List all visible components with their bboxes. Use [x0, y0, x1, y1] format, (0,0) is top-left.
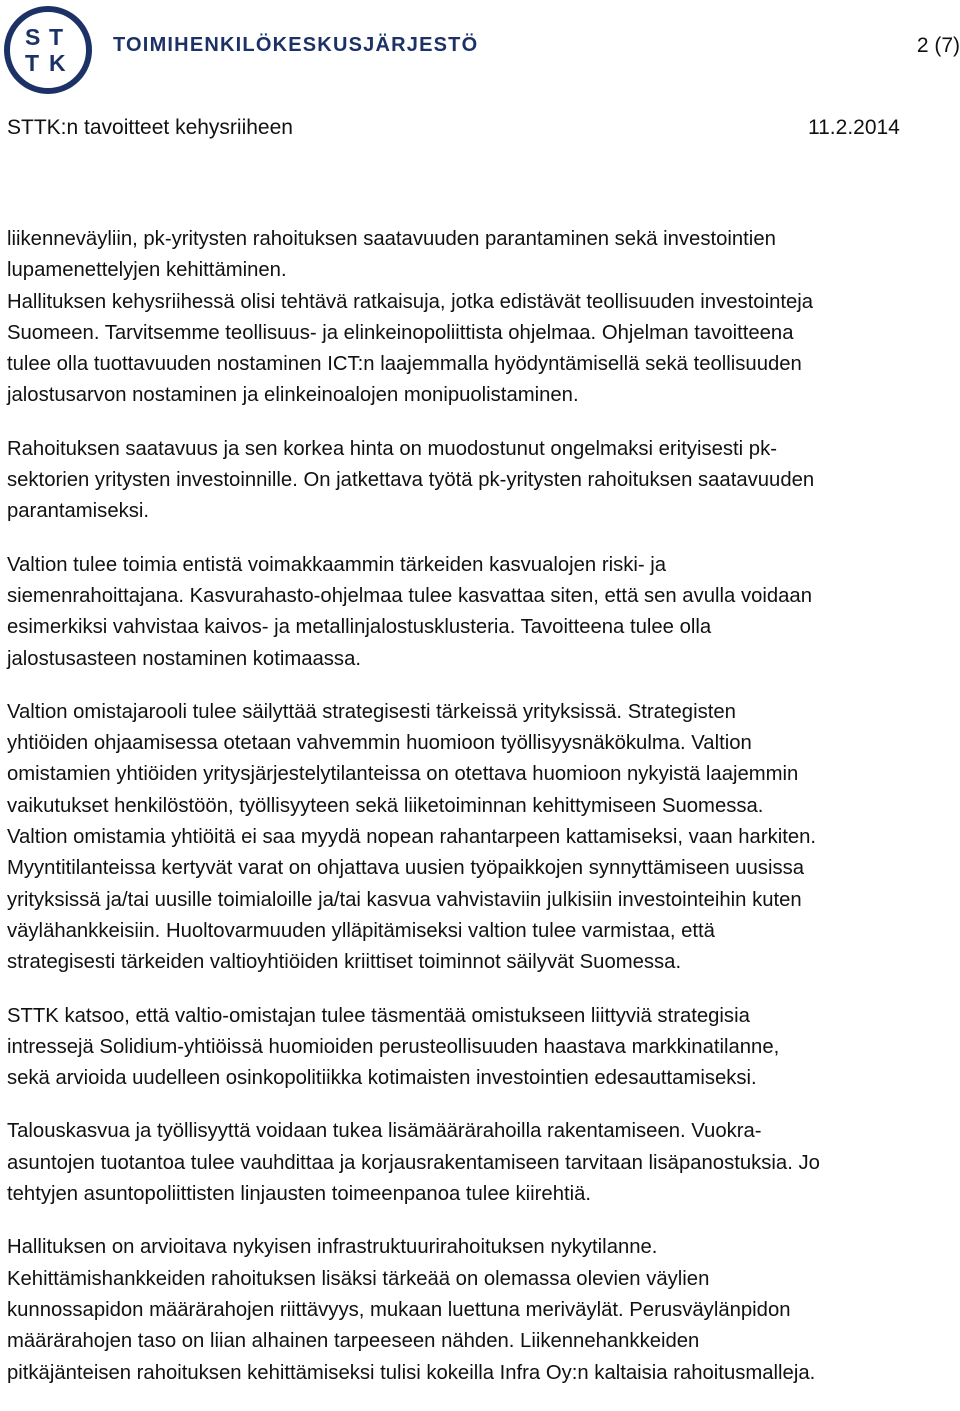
paragraph-line: asuntojen tuotantoa tulee vauhdittaa ja korjausrakentamiseen tarvitaan lisäpanostuksia. Jo	[7, 1151, 820, 1174]
paragraph-line: kunnossapidon määrärahojen riittävyys, mukaan luettuna meriväylät. Perusväylänpidon	[7, 1298, 791, 1321]
paragraph-line: Hallituksen kehysriihessä olisi tehtävä ratkaisuja, jotka edistävät teollisuuden investointeja	[7, 290, 814, 313]
paragraph-line: tehtyjen asuntopoliittisten linjausten toimeenpanoa tulee kiirehtiä.	[7, 1183, 592, 1206]
paragraph-line: sektorien yritysten investoinnille. On jatkettava työtä pk-yritysten rahoituksen saatavuuden	[7, 469, 815, 492]
logo-letter: K	[49, 50, 66, 76]
body-paragraph	[7, 1232, 960, 1388]
sttk-logo	[4, 6, 92, 94]
paragraph-line: yrityksissä ja/tai uusille toimialoille ja/tai kasvua vahvistaviin julkisiin investointeihin kuten	[7, 888, 802, 911]
paragraph-line: jalostusasteen nostaminen kotimaassa.	[7, 647, 361, 670]
logo-letter: T	[49, 24, 64, 50]
paragraph-line: STTK katsoo, että valtio-omistajan tulee täsmentää omistukseen liittyviä strategisia	[7, 1004, 750, 1027]
body-paragraph	[7, 1116, 960, 1210]
body-paragraph	[7, 434, 960, 528]
paragraph-line: Valtion omistamia yhtiöitä ei saa myydä nopean rahantarpeen kattamiseksi, vaan harkiten.	[7, 826, 817, 849]
paragraph-line: Myyntitilanteissa kertyvät varat on ohjattava uusien työpaikkojen synnyttämiseen uusissa	[7, 857, 805, 880]
paragraph-line: Talouskasvua ja työllisyyttä voidaan tukea lisämäärärahoilla rakentamiseen. Vuokra-	[7, 1120, 762, 1143]
body-paragraph	[7, 697, 960, 979]
paragraph-line: Valtion omistajarooli tulee säilyttää strategisesti tärkeissä yrityksissä. Strategisten	[7, 700, 736, 723]
paragraph-line: liikenneväyliin, pk-yritysten rahoituksen saatavuuden parantaminen sekä investointien	[7, 228, 776, 250]
paragraph-line: omistamien yhtiöiden yritysjärjestelytilanteissa on otettava huomioon nykyistä laajemmin	[7, 763, 799, 786]
paragraph-line: vaikutukset henkilöstöön, työllisyyteen sekä liiketoiminnan kehittymiseen Suomessa.	[7, 794, 764, 817]
document-date: 11.2.2014	[808, 116, 900, 139]
paragraph-line: parantamiseksi.	[7, 500, 150, 523]
paragraph-line: intressejä Solidium-yhtiöissä huomioiden perusteollisuuden haastava markkinatilanne,	[7, 1035, 780, 1058]
document-title: STTK:n tavoitteet kehysriiheen	[7, 116, 293, 139]
logo-letter: T	[25, 50, 40, 76]
paragraph-line: tulee olla tuottavuuden nostaminen ICT:n laajemmalla hyödyntämisellä sekä teollisuuden	[7, 353, 802, 376]
logo-letter: S	[25, 24, 41, 50]
paragraph-line: siemenrahoittajana. Kasvurahasto-ohjelmaa tulee kasvattaa siten, että sen avulla voidaan	[7, 584, 812, 607]
paragraph-line: Kehittämishankkeiden rahoituksen lisäksi tärkeää on olemassa olevien väylien	[7, 1267, 710, 1290]
paragraph-line: pitkäjänteisen rahoituksen kehittämiseksi tulisi kokeilla Infra Oy:n kaltaisia rahoitusmalleja.	[7, 1361, 816, 1384]
paragraph-line: strategisesti tärkeiden valtioyhtiöiden kriittiset toiminnot säilyvät Suomessa.	[7, 951, 682, 974]
paragraph-line: sekä arvioida uudelleen osinkopolitiikka kotimaisten investointien edesauttamiseksi.	[7, 1067, 757, 1090]
paragraph-line: Suomeen. Tarvitsemme teollisuus- ja elinkeinopoliittista ohjelmaa. Ohjelman tavoitteena	[7, 321, 794, 344]
body-paragraph	[7, 224, 960, 412]
organization-name: TOIMIHENKILÖKESKUSJÄRJESTÖ	[113, 34, 479, 56]
paragraph-line: jalostusarvon nostaminen ja elinkeinoalojen monipuolistaminen.	[7, 384, 579, 407]
body-paragraph	[7, 1001, 960, 1095]
document-body	[7, 224, 960, 1411]
paragraph-line: Rahoituksen saatavuus ja sen korkea hinta on muodostunut ongelmaksi erityisesti pk-	[7, 437, 777, 460]
paragraph-line: Hallituksen on arvioitava nykyisen infrastruktuurirahoituksen nykytilanne.	[7, 1236, 658, 1259]
page-number: 2 (7)	[916, 34, 960, 57]
paragraph-line: esimerkiksi vahvistaa kaivos- ja metallinjalostusklusteria. Tavoitteena tulee olla	[7, 616, 712, 639]
paragraph-line: Valtion tulee toimia entistä voimakkaammin tärkeiden kasvualojen riski- ja	[7, 553, 667, 576]
body-paragraph	[7, 550, 960, 675]
paragraph-line: yhtiöiden ohjaamisessa otetaan vahvemmin huomioon työllisyysnäkökulma. Valtion	[7, 732, 752, 755]
sttk-logo-letters	[10, 12, 86, 88]
paragraph-line: lupamenettelyjen kehittäminen.	[7, 259, 287, 282]
paragraph-line: määrärahojen taso on liian alhainen tarpeeseen nähden. Liikennehankkeiden	[7, 1330, 700, 1353]
paragraph-line: väylähankkeisiin. Huoltovarmuuden ylläpitämiseksi valtion tulee varmistaa, että	[7, 919, 715, 942]
